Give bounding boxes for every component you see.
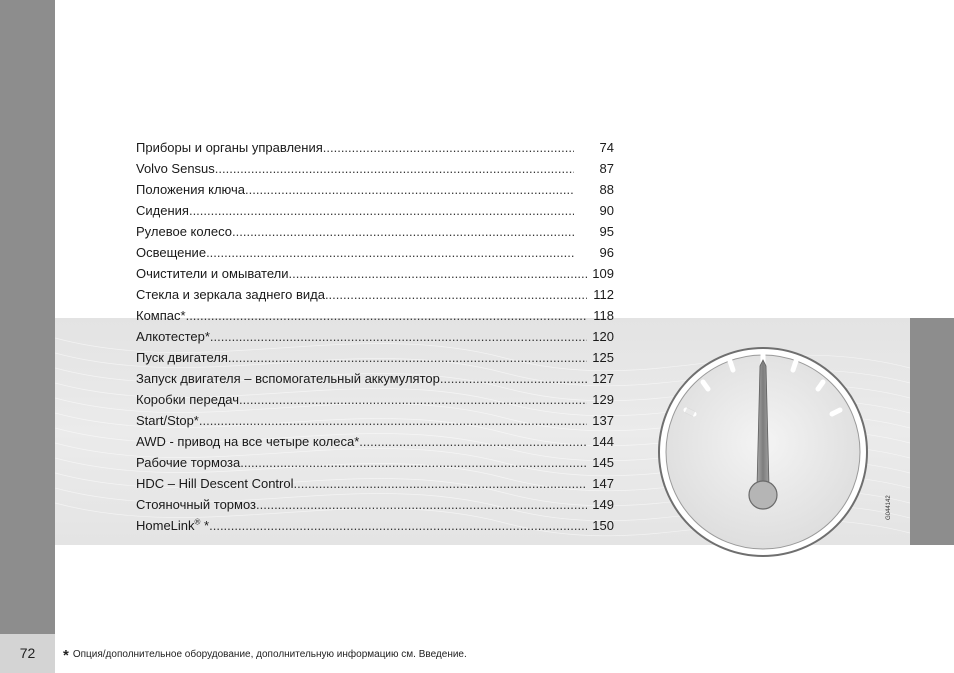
toc-entry-page: 95 [599, 224, 614, 239]
toc-leader-dots [215, 158, 574, 179]
toc-entry-page: 147 [592, 476, 614, 491]
toc-entry[interactable] [136, 494, 614, 515]
toc-entry-page: 145 [592, 455, 614, 470]
toc-entry-page: 112 [593, 287, 614, 302]
toc-leader-dots [359, 431, 587, 452]
toc-entry[interactable] [136, 515, 614, 536]
toc-leader-dots [210, 326, 587, 347]
toc-leader-dots [199, 410, 587, 431]
toc-entry-page: 144 [592, 434, 614, 449]
toc-entry[interactable] [136, 410, 614, 431]
toc-entry-title: Алкотестер* [136, 329, 210, 344]
toc-entry-title: Очистители и омыватели [136, 266, 289, 281]
footnote [63, 647, 467, 664]
speedometer-gauge-icon [657, 346, 869, 558]
toc-entry-title: Рулевое колесо [136, 224, 233, 239]
toc-leader-dots [440, 368, 587, 389]
toc-entry[interactable] [136, 368, 614, 389]
footnote-text: Опция/дополнительное оборудование, дополнительную информацию см. Введение. [72, 649, 467, 660]
toc-leader-dots [256, 494, 587, 515]
toc-entry[interactable] [136, 284, 614, 305]
toc-entry-page: 149 [592, 497, 614, 512]
toc-leader-dots [288, 263, 587, 284]
gauge-needle-hub [749, 481, 777, 509]
toc-entry-title: HDC – Hill Descent Control [136, 476, 294, 491]
toc-entry-page: 125 [592, 350, 614, 365]
toc-entry-title: AWD - привод на все четыре колеса* [136, 434, 360, 449]
toc-entry-title: Start/Stop* [136, 413, 199, 428]
toc-leader-dots [240, 452, 587, 473]
toc-entry-title: Стояночный тормоз [136, 497, 257, 512]
toc-entry-title: Освещение [136, 245, 207, 260]
toc-leader-dots [323, 137, 574, 158]
toc-entry[interactable] [136, 305, 614, 326]
toc-entry-title: Приборы и органы управления [136, 140, 323, 155]
toc-entry-page: 88 [599, 182, 614, 197]
toc-entry-title-rest: * [200, 518, 210, 533]
toc-entry-page: 120 [592, 329, 614, 344]
toc-entry[interactable] [136, 473, 614, 494]
toc-entry-page: 87 [599, 161, 614, 176]
image-code: G044142 [886, 495, 892, 520]
registered-mark: ® [194, 517, 201, 527]
toc-entry-title-main: HomeLink [136, 518, 195, 533]
toc-leader-dots [325, 284, 587, 305]
toc-entry-title: Положения ключа [136, 182, 246, 197]
toc-leader-dots [245, 179, 574, 200]
toc-entry[interactable] [136, 200, 614, 221]
toc-entry-title: Volvo Sensus [136, 161, 215, 176]
toc-entry-page: 96 [599, 245, 614, 260]
toc-entry[interactable] [136, 431, 614, 452]
toc-leader-dots [209, 515, 587, 536]
toc-entry-page: 109 [592, 266, 614, 281]
footnote-star: * [63, 647, 69, 664]
toc-leader-dots [228, 347, 587, 368]
table-of-contents [136, 137, 614, 536]
toc-entry-page: 150 [592, 518, 614, 533]
toc-entry[interactable] [136, 263, 614, 284]
toc-entry-title [136, 515, 209, 536]
toc-entry[interactable] [136, 389, 614, 410]
toc-entry-title: Коробки передач [136, 392, 240, 407]
toc-entry-page: 90 [599, 203, 614, 218]
toc-entry-title: Запуск двигателя – вспомогательный аккумулятор [136, 371, 440, 386]
toc-leader-dots [186, 305, 587, 326]
toc-entry[interactable] [136, 242, 614, 263]
toc-entry[interactable] [136, 347, 614, 368]
toc-entry[interactable] [136, 221, 614, 242]
toc-entry-title: Стекла и зеркала заднего вида [136, 287, 325, 302]
right-chapter-tab [910, 318, 954, 545]
left-chapter-strip [0, 0, 55, 673]
toc-leader-dots [294, 473, 588, 494]
page-number: 72 [19, 645, 36, 661]
toc-leader-dots [189, 200, 574, 221]
toc-entry[interactable] [136, 326, 614, 347]
toc-entry[interactable] [136, 452, 614, 473]
toc-entry-title: Пуск двигателя [136, 350, 228, 365]
toc-leader-dots [206, 242, 574, 263]
toc-entry-page: 127 [592, 371, 614, 386]
toc-entry-title: Сидения [136, 203, 189, 218]
toc-leader-dots [232, 221, 574, 242]
toc-entry-page: 137 [592, 413, 614, 428]
toc-entry[interactable] [136, 179, 614, 200]
toc-entry[interactable] [136, 158, 614, 179]
toc-entry-page: 129 [592, 392, 614, 407]
toc-entry-page: 118 [593, 308, 614, 323]
toc-leader-dots [239, 389, 587, 410]
toc-entry-title: Рабочие тормоза [136, 455, 241, 470]
toc-entry[interactable] [136, 137, 614, 158]
toc-entry-page: 74 [599, 140, 614, 155]
toc-entry-title: Компас* [136, 308, 186, 323]
